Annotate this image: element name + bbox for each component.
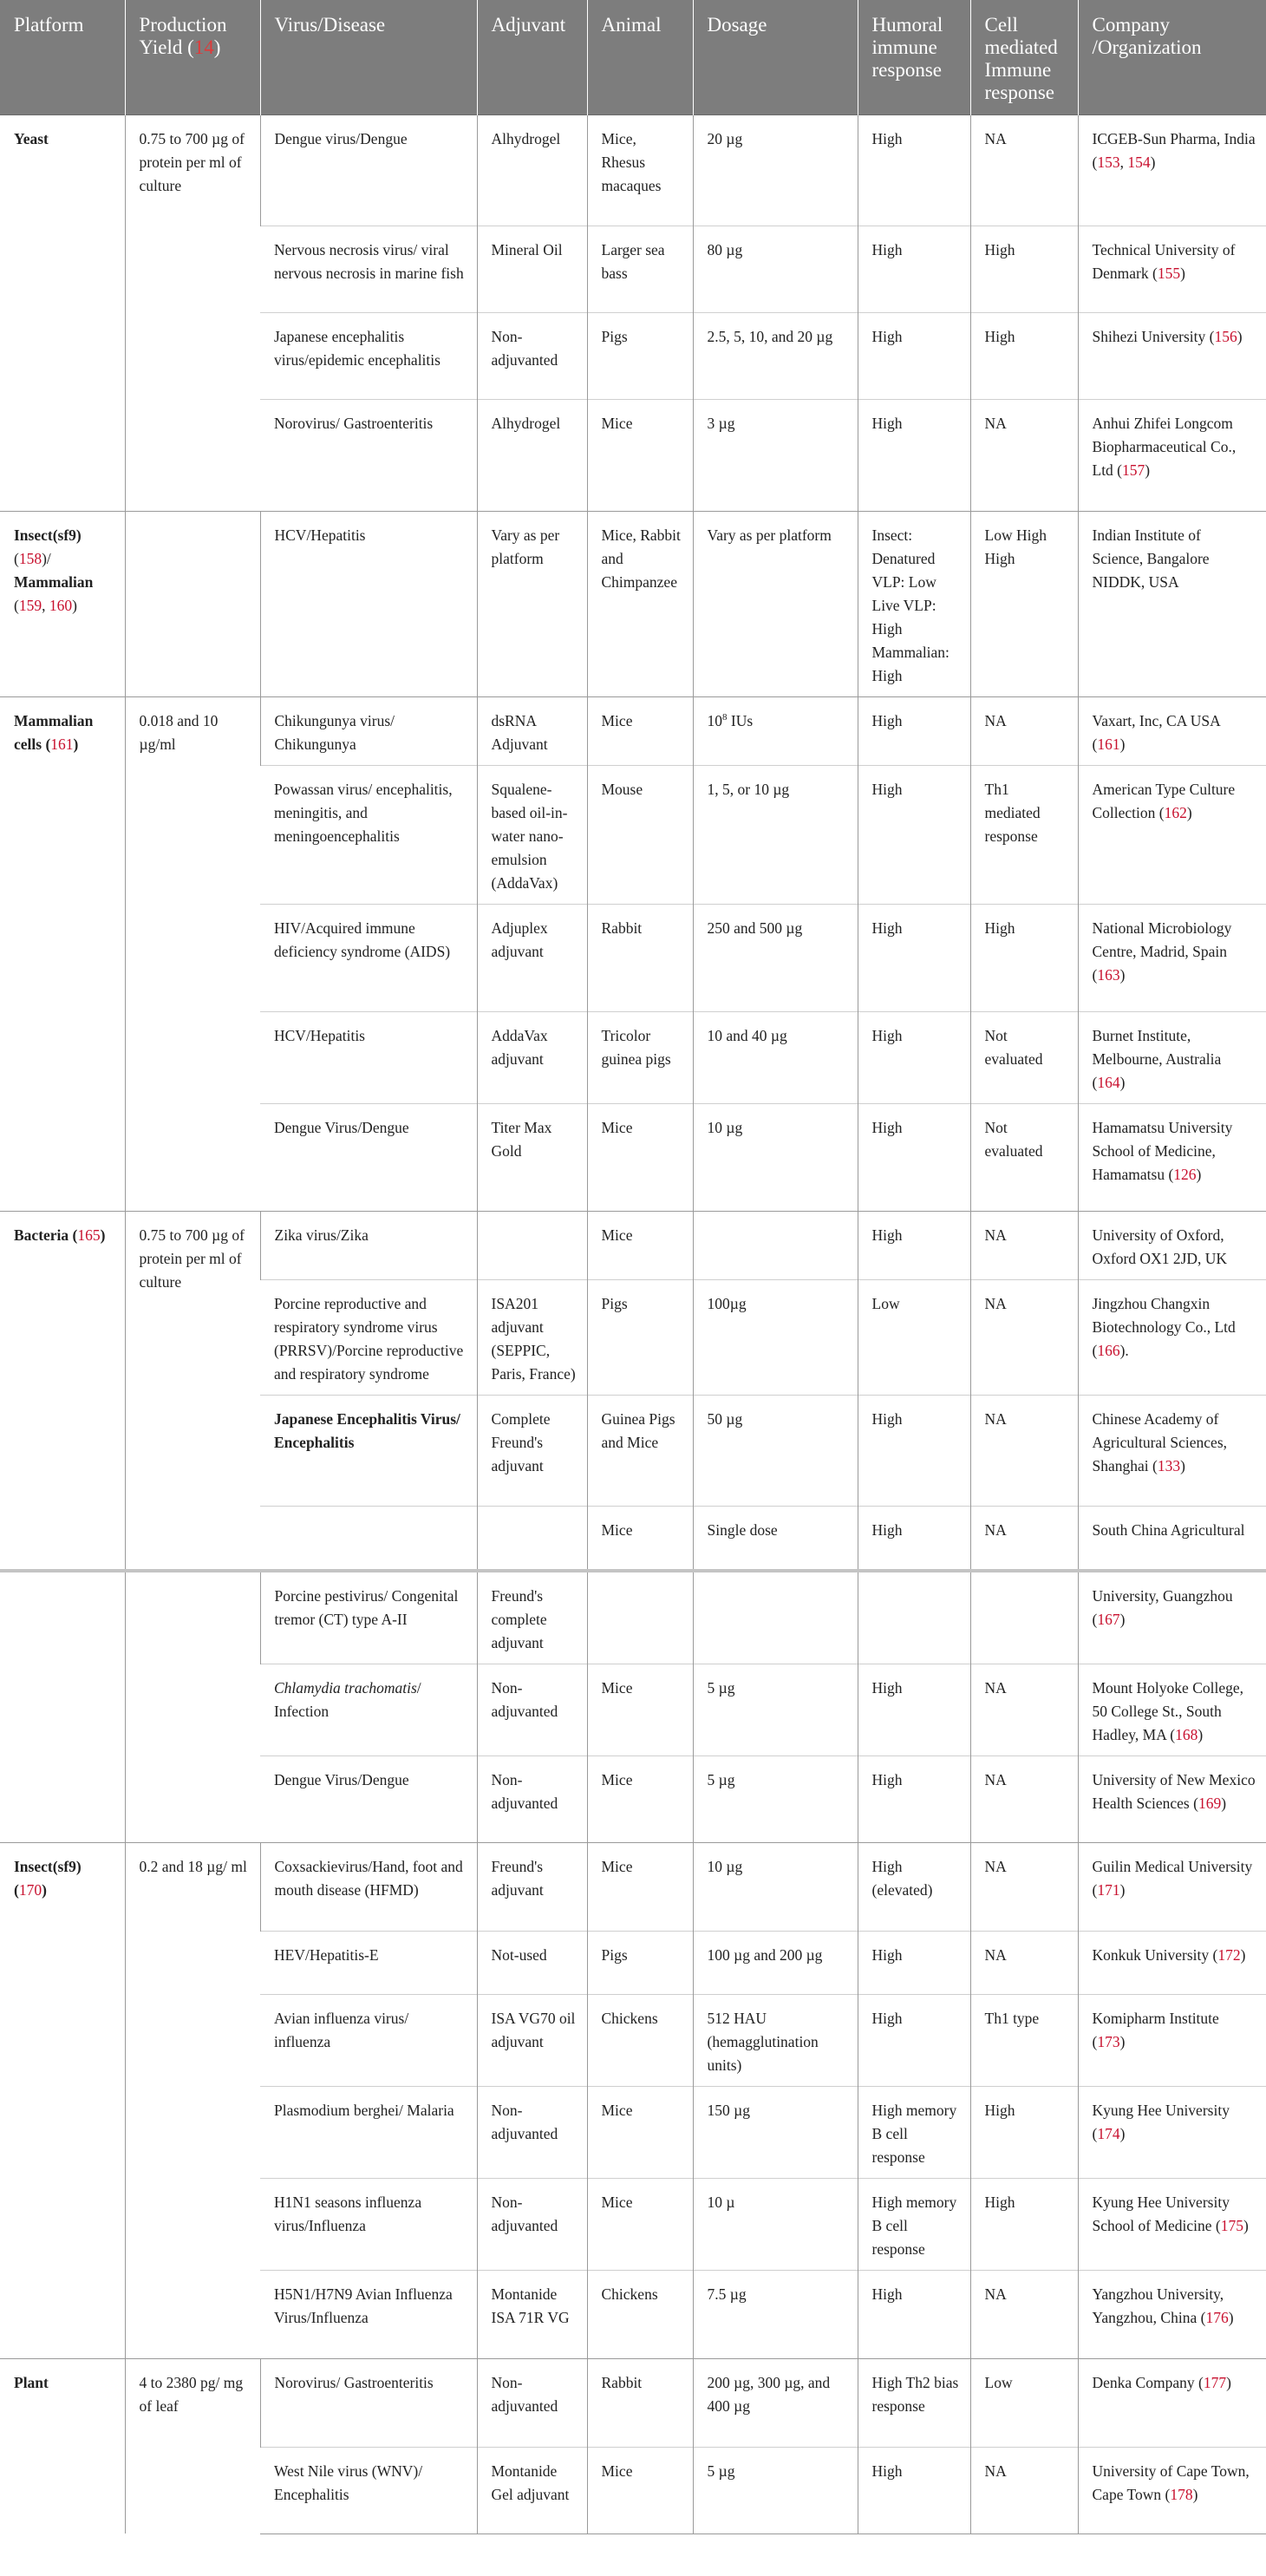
company-cell: Technical University of Denmark (155) <box>1078 226 1266 313</box>
platform-cell: Insect(sf9) (158)/ Mammalian (159, 160) <box>0 512 125 697</box>
adjuvant-cell: Titer Max Gold <box>477 1104 587 1212</box>
cell-mediated-cell: NA <box>970 697 1078 766</box>
ref-link[interactable]: 165 <box>77 1226 101 1244</box>
header-dosage: Dosage <box>693 0 858 115</box>
humoral-cell: Low <box>858 1280 970 1396</box>
company-cell: Kyung Hee University (174) <box>1078 2086 1266 2178</box>
humoral-cell: High Th2 bias response <box>858 2358 970 2447</box>
dosage-cell: 150 µg <box>693 2086 858 2178</box>
company-cell: Chinese Academy of Agricultural Sciences, Shanghai (133) <box>1078 1396 1266 1507</box>
humoral-cell: High <box>858 1212 970 1280</box>
adjuvant-cell: Non-adjuvanted <box>477 2086 587 2178</box>
company-cell: Indian Institute of Science, Bangalore NIDDK, USA <box>1078 512 1266 697</box>
animal-cell: Chickens <box>587 1994 693 2086</box>
yield-cell: 4 to 2380 pg/ mg of leaf <box>125 2358 260 2534</box>
cell-mediated-cell: NA <box>970 2447 1078 2534</box>
yield-cell: 0.018 and 10 µg/ml <box>125 697 260 1212</box>
humoral-cell: High <box>858 1994 970 2086</box>
dosage-cell: 50 µg <box>693 1396 858 1507</box>
dosage-cell: 512 HAU (hemagglutination units) <box>693 1994 858 2086</box>
company-cell: Mount Holyoke College, 50 College St., South Hadley, MA (168) <box>1078 1664 1266 1755</box>
ref-link[interactable]: 160 <box>49 597 73 614</box>
humoral-cell <box>858 1571 970 1664</box>
adjuvant-cell: Freund's complete adjuvant <box>477 1571 587 1664</box>
cell-mediated-cell: Not evaluated <box>970 1104 1078 1212</box>
virus-cell: Powassan virus/ encephalitis, meningitis, and meningoencephalitis <box>260 766 477 905</box>
dosage-cell: 2.5, 5, 10, and 20 µg <box>693 313 858 400</box>
table-row <box>0 2358 1266 2447</box>
company-cell: Kyung Hee University School of Medicine (175) <box>1078 2178 1266 2270</box>
cell-mediated-cell <box>970 1571 1078 1664</box>
platform-cell: Mammalian cells (161) <box>0 697 125 1212</box>
animal-cell: Rabbit <box>587 2358 693 2447</box>
adjuvant-cell: Non-adjuvanted <box>477 2358 587 2447</box>
cell-mediated-cell: High <box>970 905 1078 1012</box>
cell-mediated-cell: High <box>970 226 1078 313</box>
platform-cell: Plant <box>0 2358 125 2534</box>
adjuvant-cell: Not-used <box>477 1931 587 1994</box>
humoral-cell: High <box>858 766 970 905</box>
company-cell: Konkuk University (172) <box>1078 1931 1266 1994</box>
animal-cell: Mice <box>587 2086 693 2178</box>
animal-cell: Mice <box>587 1842 693 1931</box>
ref-link[interactable]: 161 <box>50 736 74 753</box>
adjuvant-cell: Non-adjuvanted <box>477 2178 587 2270</box>
virus-cell: Porcine pestivirus/ Congenital tremor (CT) type A-II <box>260 1571 477 1664</box>
cell-mediated-cell: NA <box>970 1212 1078 1280</box>
humoral-cell: High <box>858 1507 970 1571</box>
humoral-cell: High <box>858 313 970 400</box>
header-company: Company /Organization <box>1078 0 1266 115</box>
table-row <box>0 512 1266 697</box>
header-yield: Production Yield (14) <box>125 0 260 115</box>
animal-cell: Rabbit <box>587 905 693 1012</box>
table-row <box>0 115 1266 226</box>
company-cell: University of Oxford, Oxford OX1 2JD, UK <box>1078 1212 1266 1280</box>
virus-cell: Japanese encephalitis virus/epidemic encephalitis <box>260 313 477 400</box>
ref-link[interactable]: 163 <box>1097 966 1120 984</box>
animal-cell: Mice <box>587 1104 693 1212</box>
cell-mediated-cell: High <box>970 313 1078 400</box>
virus-cell: Dengue Virus/Dengue <box>260 1755 477 1842</box>
humoral-cell: High <box>858 1012 970 1104</box>
company-cell: American Type Culture Collection (162) <box>1078 766 1266 905</box>
ref-link[interactable]: 178 <box>1170 2485 1193 2503</box>
humoral-cell: High memory B cell response <box>858 2086 970 2178</box>
animal-cell: Mice <box>587 1212 693 1280</box>
animal-cell: Mice <box>587 1755 693 1842</box>
animal-cell: Mice <box>587 1507 693 1571</box>
adjuvant-cell: Vary as per platform <box>477 512 587 697</box>
virus-cell: Nervous necrosis virus/ viral nervous necrosis in marine fish <box>260 226 477 313</box>
virus-cell: Coxsackievirus/Hand, foot and mouth disease (HFMD) <box>260 1842 477 1931</box>
adjuvant-cell: Alhydrogel <box>477 115 587 226</box>
animal-cell: Guinea Pigs and Mice <box>587 1396 693 1507</box>
virus-cell: Norovirus/ Gastroenteritis <box>260 400 477 512</box>
platform-cell: Yeast <box>0 115 125 512</box>
dosage-cell: 3 µg <box>693 400 858 512</box>
virus-cell: Dengue virus/Dengue <box>260 115 477 226</box>
header-cell-mediated: Cell mediated Immune response <box>970 0 1078 115</box>
virus-cell: H5N1/H7N9 Avian Influenza Virus/Influenza <box>260 2270 477 2358</box>
ref-link[interactable]: 126 <box>1173 1166 1197 1183</box>
animal-cell: Pigs <box>587 1280 693 1396</box>
dosage-cell: 100µg <box>693 1280 858 1396</box>
ref-link[interactable]: 175 <box>1220 2216 1243 2234</box>
humoral-cell: High <box>858 1931 970 1994</box>
adjuvant-cell: Adjuplex adjuvant <box>477 905 587 1012</box>
cell-mediated-cell: High <box>970 2086 1078 2178</box>
company-cell: Vaxart, Inc, CA USA (161) <box>1078 697 1266 766</box>
humoral-cell: High <box>858 400 970 512</box>
adjuvant-cell: Montanide Gel adjuvant <box>477 2447 587 2534</box>
cell-mediated-cell: NA <box>970 1280 1078 1396</box>
humoral-cell: High <box>858 226 970 313</box>
dosage-cell: 7.5 µg <box>693 2270 858 2358</box>
adjuvant-cell: Freund's adjuvant <box>477 1842 587 1931</box>
ref-link[interactable]: 167 <box>1097 1610 1120 1628</box>
company-cell: ICGEB-Sun Pharma, India (153, 154) <box>1078 115 1266 226</box>
ref-link[interactable]: 162 <box>1164 804 1187 821</box>
virus-cell: Porcine reproductive and respiratory syndrome virus (PRRSV)/Porcine reproductive and respiratory syndrome <box>260 1280 477 1396</box>
cell-mediated-cell: Low High High <box>970 512 1078 697</box>
dosage-cell: 10 and 40 µg <box>693 1012 858 1104</box>
virus-cell: Japanese Encephalitis Virus/ Encephalitis <box>260 1396 477 1507</box>
ref-link[interactable]: 172 <box>1217 1945 1241 1964</box>
animal-cell: Mice <box>587 400 693 512</box>
header-platform: Platform <box>0 0 125 115</box>
ref-link[interactable]: 133 <box>1157 1457 1181 1474</box>
header-humoral: Humoral immune response <box>858 0 970 115</box>
animal-cell: Mice <box>587 697 693 766</box>
cell-mediated-cell: NA <box>970 2270 1078 2358</box>
ref-link[interactable]: 153 <box>1097 154 1120 171</box>
cell-mediated-cell: NA <box>970 1931 1078 1994</box>
table-row <box>0 697 1266 766</box>
adjuvant-cell: Non-adjuvanted <box>477 1755 587 1842</box>
cell-mediated-cell: High <box>970 2178 1078 2270</box>
platform-cell <box>0 1571 125 1843</box>
company-cell: National Microbiology Centre, Madrid, Spain (163) <box>1078 905 1266 1012</box>
animal-cell: Pigs <box>587 313 693 400</box>
yield-cell: 0.75 to 700 µg of protein per ml of culture <box>125 115 260 512</box>
ref-link[interactable]: 176 <box>1205 2308 1229 2326</box>
cell-mediated-cell: Low <box>970 2358 1078 2447</box>
ref-link[interactable]: 171 <box>1097 1880 1120 1899</box>
humoral-cell: High <box>858 2447 970 2534</box>
humoral-cell: High <box>858 697 970 766</box>
virus-cell: Zika virus/Zika <box>260 1212 477 1280</box>
virus-cell: Plasmodium berghei/ Malaria <box>260 2086 477 2178</box>
virus-cell: HCV/Hepatitis <box>260 1012 477 1104</box>
humoral-cell: High <box>858 1664 970 1755</box>
ref-link[interactable]: 173 <box>1097 2032 1120 2050</box>
dosage-cell: Single dose <box>693 1507 858 1571</box>
dosage-cell: $10^8$ IUs <box>693 697 858 766</box>
humoral-cell: High (elevated) <box>858 1842 970 1931</box>
company-cell: Yangzhou University, Yangzhou, China (176) <box>1078 2270 1266 2358</box>
virus-cell: West Nile virus (WNV)/ Encephalitis <box>260 2447 477 2534</box>
humoral-cell: High <box>858 115 970 226</box>
yield-cell: 0.2 and 18 µg/ ml <box>125 1842 260 2358</box>
ref-link[interactable]: 164 <box>1097 1074 1120 1091</box>
ref-link[interactable]: 169 <box>1197 1794 1222 1812</box>
dosage-cell: 100 µg and 200 µg <box>693 1931 858 1994</box>
virus-cell: Dengue Virus/Dengue <box>260 1104 477 1212</box>
dosage-cell: 5 µg <box>693 2447 858 2534</box>
virus-cell: Norovirus/ Gastroenteritis <box>260 2358 477 2447</box>
table-row <box>0 1212 1266 1280</box>
adjuvant-cell: Complete Freund's adjuvant <box>477 1396 587 1507</box>
dosage-cell: Vary as per platform <box>693 512 858 697</box>
cell-mediated-cell: NA <box>970 1755 1078 1842</box>
company-cell: Burnet Institute, Melbourne, Australia (164) <box>1078 1012 1266 1104</box>
ref-link[interactable]: 174 <box>1097 2124 1120 2142</box>
dosage-cell: 80 µg <box>693 226 858 313</box>
adjuvant-cell: Non-adjuvanted <box>477 1664 587 1755</box>
dosage-cell: 10 µg <box>693 1842 858 1931</box>
cell-mediated-cell: Th1 type <box>970 1994 1078 2086</box>
cell-mediated-cell: NA <box>970 1507 1078 1571</box>
cell-mediated-cell: Th1 mediated response <box>970 766 1078 905</box>
humoral-cell: High <box>858 2270 970 2358</box>
cell-mediated-cell: NA <box>970 1842 1078 1931</box>
adjuvant-cell: Non-adjuvanted <box>477 313 587 400</box>
dosage-cell: 10 µ <box>693 2178 858 2270</box>
animal-cell: Mice <box>587 2178 693 2270</box>
ref-link[interactable]: 177 <box>1203 2373 1227 2391</box>
ref-link[interactable]: 158 <box>18 550 42 567</box>
animal-cell: Larger sea bass <box>587 226 693 313</box>
yield-cell <box>125 512 260 697</box>
cell-mediated-cell: NA <box>970 400 1078 512</box>
animal-cell: Mouse <box>587 766 693 905</box>
cell-mediated-cell: NA <box>970 115 1078 226</box>
virus-cell: Avian influenza virus/ influenza <box>260 1994 477 2086</box>
company-cell: Guilin Medical University (171) <box>1078 1842 1266 1931</box>
adjuvant-cell: ISA VG70 oil adjuvant <box>477 1994 587 2086</box>
dosage-cell: 200 µg, 300 µg, and 400 µg <box>693 2358 858 2447</box>
platform-cell: Insect(sf9) (170) <box>0 1842 125 2358</box>
table-row <box>0 1842 1266 1931</box>
virus-cell: H1N1 seasons influenza virus/Influenza <box>260 2178 477 2270</box>
ref-link[interactable]: 155 <box>1157 265 1181 282</box>
ref-link[interactable]: 168 <box>1175 1725 1198 1743</box>
humoral-cell: High memory B cell response <box>858 2178 970 2270</box>
adjuvant-cell: dsRNA Adjuvant <box>477 697 587 766</box>
platform-cell: Bacteria (165) <box>0 1212 125 1571</box>
ref-link[interactable]: 161 <box>1097 736 1120 753</box>
ref-link[interactable]: 154 <box>1127 154 1151 171</box>
adjuvant-cell: Squalene-based oil-in-water nano-emulsion (AddaVax) <box>477 766 587 905</box>
animal-cell: Chickens <box>587 2270 693 2358</box>
virus-cell: HCV/Hepatitis <box>260 512 477 697</box>
company-cell: University of Cape Town, Cape Town (178) <box>1078 2447 1266 2534</box>
header-animal: Animal <box>587 0 693 115</box>
virus-cell: HEV/Hepatitis-E <box>260 1931 477 1994</box>
dosage-cell: 250 and 500 µg <box>693 905 858 1012</box>
humoral-cell: High <box>858 1755 970 1842</box>
humoral-cell: High <box>858 1396 970 1507</box>
animal-cell: Mice, Rhesus macaques <box>587 115 693 226</box>
ref-link[interactable]: 166 <box>1097 1342 1120 1359</box>
company-cell: Shihezi University (156) <box>1078 313 1266 400</box>
adjuvant-cell <box>477 1212 587 1280</box>
yield-cell <box>125 1571 260 1843</box>
yield-cell: 0.75 to 700 µg of protein per ml of culture <box>125 1212 260 1571</box>
virus-cell <box>260 1507 477 1571</box>
company-cell: Komipharm Institute (173) <box>1078 1994 1266 2086</box>
company-cell: Denka Company (177) <box>1078 2358 1266 2447</box>
ref-link[interactable]: 159 <box>18 597 42 614</box>
dosage-cell: 20 µg <box>693 115 858 226</box>
animal-cell: Tricolor guinea pigs <box>587 1012 693 1104</box>
cell-mediated-cell: NA <box>970 1664 1078 1755</box>
dosage-cell <box>693 1212 858 1280</box>
header-adjuvant: Adjuvant <box>477 0 587 115</box>
dosage-cell: 10 µg <box>693 1104 858 1212</box>
humoral-cell: Insect: Denatured VLP: Low Live VLP: High Mammalian: High <box>858 512 970 697</box>
company-cell: University of New Mexico Health Sciences (169) <box>1078 1755 1266 1842</box>
animal-cell <box>587 1571 693 1664</box>
adjuvant-cell <box>477 1507 587 1571</box>
header-virus: Virus/Disease <box>260 0 477 115</box>
animal-cell: Mice <box>587 2447 693 2534</box>
virus-cell: HIV/Acquired immune deficiency syndrome (AIDS) <box>260 905 477 1012</box>
virus-cell: Chlamydia trachomatis/ Infection <box>260 1664 477 1755</box>
cell-mediated-cell: NA <box>970 1396 1078 1507</box>
ref-link[interactable]: 156 <box>1214 328 1237 345</box>
dosage-cell: 5 µg <box>693 1664 858 1755</box>
dosage-cell <box>693 1571 858 1664</box>
header-row <box>0 0 1266 115</box>
adjuvant-cell: Montanide ISA 71R VG <box>477 2270 587 2358</box>
adjuvant-cell: AddaVax adjuvant <box>477 1012 587 1104</box>
adjuvant-cell: Mineral Oil <box>477 226 587 313</box>
company-cell: Anhui Zhifei Longcom Biopharmaceutical Co., Ltd (157) <box>1078 400 1266 512</box>
humoral-cell: High <box>858 905 970 1012</box>
ref-link[interactable]: 157 <box>1122 461 1145 479</box>
animal-cell: Mice <box>587 1664 693 1755</box>
adjuvant-cell: Alhydrogel <box>477 400 587 512</box>
cell-mediated-cell: Not evaluated <box>970 1012 1078 1104</box>
company-cell: South China Agricultural <box>1078 1507 1266 1571</box>
adjuvant-cell: ISA201 adjuvant (SEPPIC, Paris, France) <box>477 1280 587 1396</box>
table-row <box>0 1571 1266 1664</box>
company-cell: University, Guangzhou (167) <box>1078 1571 1266 1664</box>
animal-cell: Pigs <box>587 1931 693 1994</box>
dosage-cell: 5 µg <box>693 1755 858 1842</box>
company-cell: Jingzhou Changxin Biotechnology Co., Ltd (166). <box>1078 1280 1266 1396</box>
ref-link[interactable]: 170 <box>18 1880 42 1899</box>
humoral-cell: High <box>858 1104 970 1212</box>
animal-cell: Mice, Rabbit and Chimpanzee <box>587 512 693 697</box>
header-yield-ref[interactable]: 14 <box>193 36 214 58</box>
company-cell: Hamamatsu University School of Medicine, Hamamatsu (126) <box>1078 1104 1266 1212</box>
dosage-cell: 1, 5, or 10 µg <box>693 766 858 905</box>
virus-cell: Chikungunya virus/ Chikungunya <box>260 697 477 766</box>
